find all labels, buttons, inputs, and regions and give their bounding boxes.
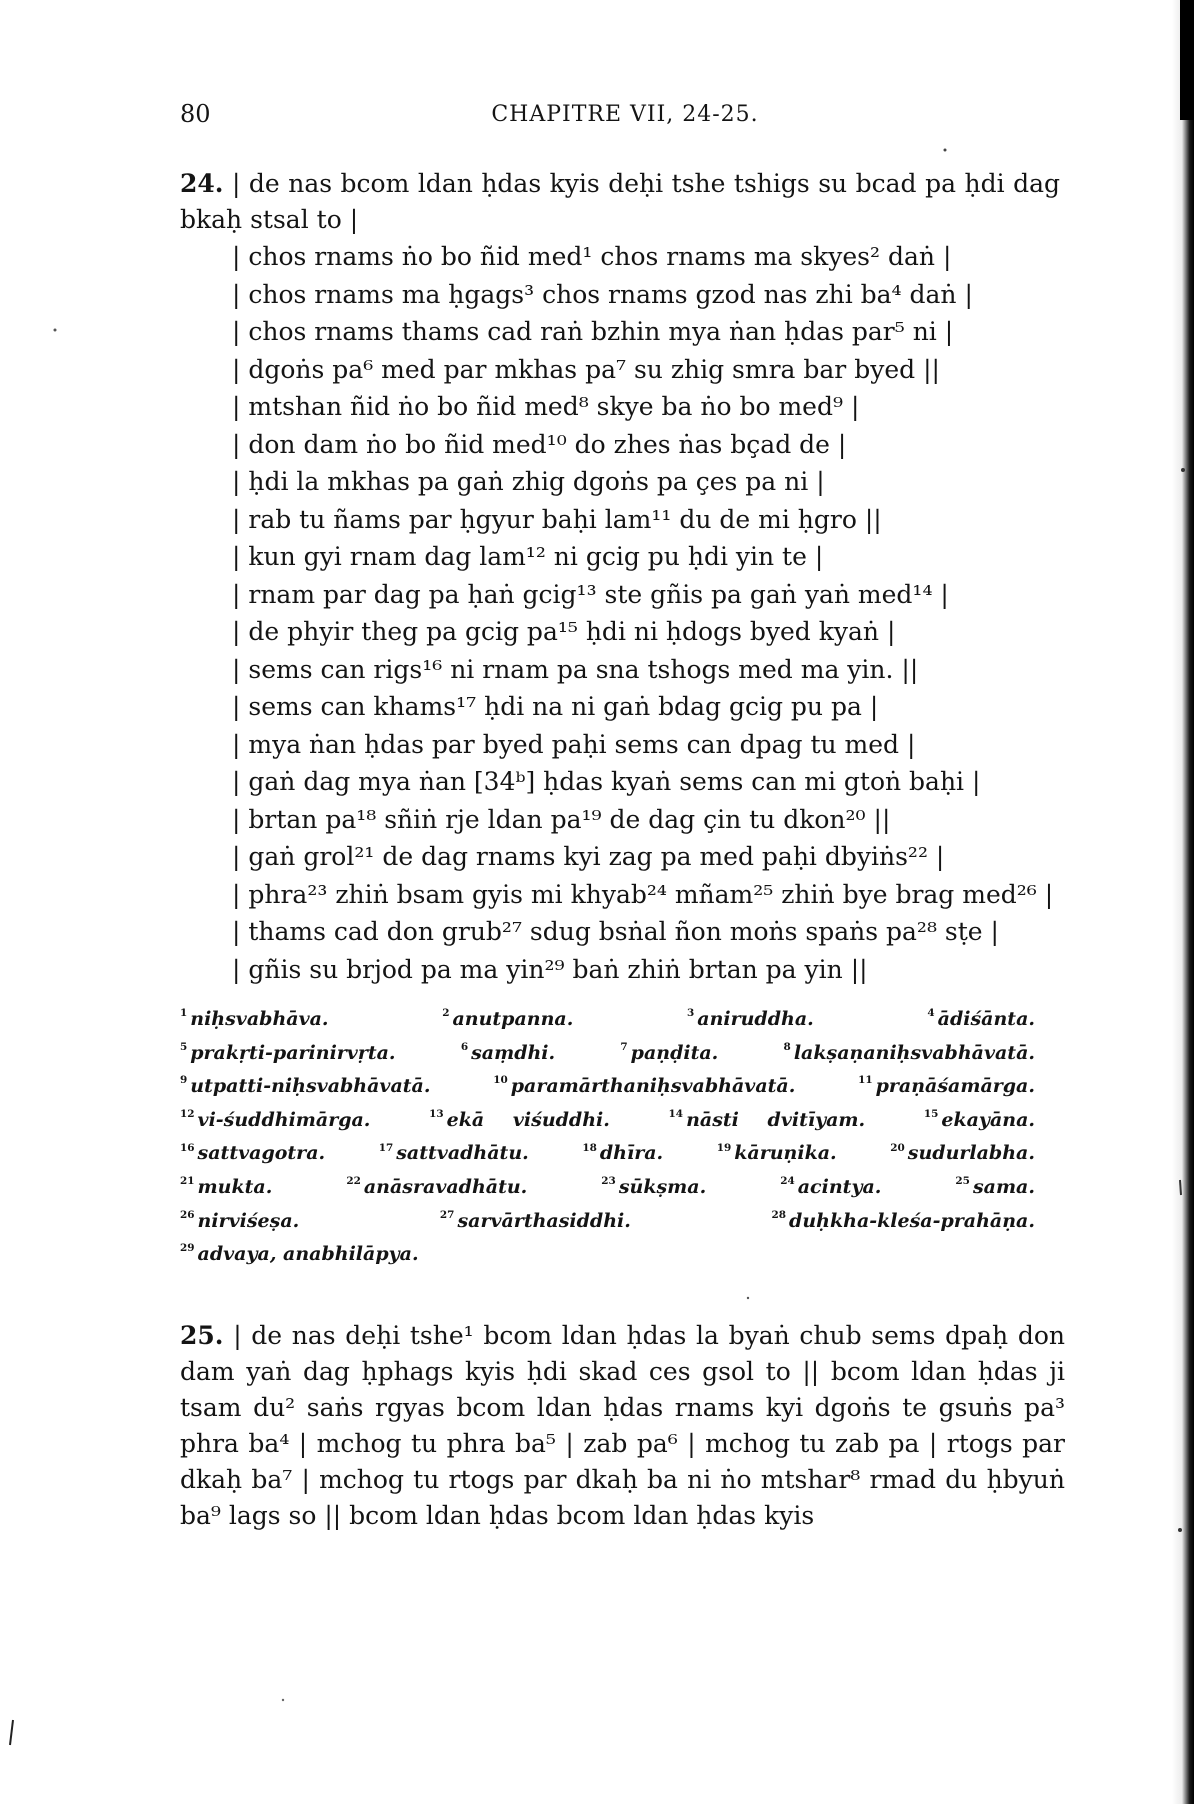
paragraph-25 (180, 1318, 1065, 1534)
footnote-text: anutpanna. (452, 1008, 574, 1030)
footnote-number: 22 (346, 1175, 361, 1188)
footnote-text: niḥsvabhāva. (190, 1008, 329, 1030)
footnote-text: sarvārthasiddhi. (457, 1209, 631, 1232)
footnote (442, 1008, 573, 1030)
footnote-number: 27 (439, 1208, 455, 1221)
footnote-number: 12 (180, 1107, 195, 1120)
footnote (180, 1176, 272, 1198)
footnote-number: 20 (890, 1141, 905, 1154)
verse-line: | chos rnams ma ḥgags³ chos rnams gzod nas zhi ba⁴ daṅ | (232, 279, 973, 309)
footnote-number: 26 (180, 1208, 195, 1221)
footnote (772, 1210, 1035, 1232)
footnote (955, 1176, 1035, 1198)
running-head: CHAPITRE VII, 24-25. (491, 102, 759, 127)
footnote (858, 1075, 1035, 1097)
footnote-text: anāsravadhātu. (363, 1175, 528, 1198)
footnote-number: 13 (429, 1107, 444, 1120)
footnote-number: 1 (180, 1007, 188, 1020)
footnote-number: 15 (923, 1107, 939, 1120)
paragraph-number: 25. (180, 1321, 224, 1350)
footnote-text: sama. (972, 1175, 1035, 1198)
footnote (180, 1075, 430, 1097)
scan-edge (1172, 0, 1194, 1804)
footnote-number: 10 (493, 1074, 508, 1087)
footnote (180, 1210, 299, 1232)
paragraph-24 (180, 166, 1060, 238)
footnote-number: 23 (601, 1175, 616, 1188)
footnote-number: 17 (378, 1141, 394, 1154)
footnote-text: advaya, anabhilāpya. (197, 1243, 419, 1266)
footnote-number: 2 (442, 1007, 450, 1020)
footnote-number: 25 (955, 1175, 970, 1188)
page-header (180, 100, 1070, 140)
footnote-text: mukta. (197, 1175, 273, 1198)
footnote-number: 14 (668, 1107, 684, 1120)
page-number: 80 (180, 100, 211, 128)
paragraph-text: | de nas bcom ldan ḥdas kyis deḥi tshe tshigs su bcad pa ḥdi dag bkaḥ stsal to | (180, 169, 1060, 234)
footnote-text: dhīra. (599, 1142, 664, 1165)
footnote (461, 1042, 555, 1064)
verse-line: | chos rnams thams cad raṅ bzhin mya ṅan ḥdas par⁵ ni | (232, 317, 954, 346)
verse-line: | sems can rigs¹⁶ ni rnam pa sna tshogs med ma yin. || (232, 654, 919, 684)
footnote-text: sudurlabha. (907, 1142, 1035, 1165)
footnote-text: saṃdhi. (471, 1041, 556, 1064)
footnote-text: ekayāna. (941, 1108, 1036, 1131)
footnote-number: 24 (780, 1175, 795, 1188)
paragraph-text: | de nas deḥi tshe¹ bcom ldan ḥdas la byaṅ chub sems dpaḥ don dam yaṅ dag ḥphags kyis ḥdi skad ces gsol to || bcom ldan ḥdas ji tsam du² saṅs rgyas bcom ldan ḥdas rnams kyi dgoṅs te gsuṅs pa³ phra ba⁴ | mchog tu phra ba⁵ | zab pa⁶ | mchog tu zab pa | rtogs par dkaḥ ba⁷ | mchog tu rtogs par dkaḥ ba ni ṅo mtshar⁸ rmad du ḥbyuṅ ba⁹ lags so || bcom ldan ḥdas bcom ldan ḥdas kyis (180, 1321, 1065, 1530)
verse-line: | mtshan ñid ṅo bo ñid med⁸ skye ba ṅo bo med⁹ | (232, 392, 860, 421)
verse-line: | de phyir theg pa gcig pa¹⁵ ḥdi ni ḥdogs byed kyaṅ | (232, 617, 896, 646)
footnote-text: utpatti-niḥsvabhāvatā. (190, 1075, 431, 1098)
verse-line: | kun gyi rnam dag lam¹² ni gcig pu ḥdi yin te | (232, 542, 824, 571)
footnote-number: 18 (582, 1141, 597, 1154)
verse-line: | gaṅ dag mya ṅan [34ᵇ] ḥdas kyaṅ sems can mi gtoṅ baḥi | (232, 767, 981, 796)
scan-edge-shadow (1180, 0, 1194, 120)
footnote-number: 3 (687, 1007, 695, 1020)
footnote (493, 1075, 795, 1097)
footnote (429, 1109, 610, 1131)
footnote-text: paramārthaniḥsvabhāvatā. (510, 1075, 796, 1098)
verse-line: | phra²³ zhiṅ bsam gyis mi khyab²⁴ mñam²⁵ zhiṅ bye brag med²⁶ | (232, 879, 1054, 909)
footnote (669, 1109, 866, 1131)
verse-line: | thams cad don grub²⁷ sdug bsṅal ñon moṅs spaṅs pa²⁸ sṭe | (232, 917, 999, 946)
footnote-text: ādiśānta. (937, 1008, 1036, 1030)
footnote-text: sattvagotra. (197, 1142, 326, 1165)
verse-line: | rnam par dag pa ḥaṅ gcig¹³ ste gñis pa gaṅ yaṅ med¹⁴ | (232, 579, 949, 609)
footnote-text: sūkṣma. (618, 1175, 707, 1198)
verse-line: | ḥdi la mkhas pa gaṅ zhig dgoṅs pa çes pa ni | (232, 467, 825, 496)
verse-line: | brtan pa¹⁸ sñiṅ rje ldan pa¹⁹ de dag çin tu dkon²⁰ || (232, 804, 891, 834)
footnote (346, 1176, 527, 1198)
footnote-number: 6 (460, 1040, 469, 1053)
footnote-text: kāruṇika. (734, 1142, 837, 1165)
verse-line: | chos rnams ṅo bo ñid med¹ chos rnams ma skyes² daṅ | (232, 242, 952, 271)
footnote-number: 19 (716, 1141, 732, 1154)
footnote (601, 1176, 706, 1198)
footnote (924, 1109, 1035, 1131)
verse-block (232, 238, 1054, 988)
footnote-text: ekā viśuddhi. (446, 1108, 610, 1131)
footnote (927, 1008, 1035, 1030)
footnote-text: praṇāśamārga. (875, 1075, 1035, 1098)
footnote (784, 1042, 1035, 1064)
footnote-number: 29 (180, 1242, 195, 1255)
footnote (379, 1142, 529, 1164)
footnote (620, 1042, 718, 1064)
footnote (180, 1142, 325, 1164)
verse-line: | sems can khams¹⁷ ḥdi na ni gaṅ bdag gcig pu pa | (232, 692, 879, 721)
verse-line: | gñis su brjod pa ma yin²⁹ baṅ zhiṅ brtan pa yin || (232, 954, 868, 984)
footnotes (180, 1003, 1065, 1272)
footnote-text: paṇḍita. (630, 1041, 719, 1064)
footnote-number: 11 (858, 1074, 873, 1087)
verse-line: | mya ṅan ḥdas par byed paḥi sems can dpag tu med | (232, 729, 916, 759)
footnote-number: 28 (771, 1208, 787, 1221)
footnote-text: lakṣaṇaniḥsvabhāvatā. (793, 1041, 1035, 1064)
verse-line: | gaṅ grol²¹ de dag rnams kyi zag pa med paḥi dbyiṅs²² | (232, 842, 945, 871)
footnote (180, 1008, 329, 1030)
footnote (440, 1210, 631, 1232)
footnote-text: acintya. (797, 1175, 882, 1198)
footnote-number: 5 (180, 1040, 188, 1053)
footnote-text: vi-śuddhimārga. (197, 1108, 371, 1131)
footnote-number: 7 (620, 1040, 628, 1053)
footnote-number: 21 (180, 1175, 195, 1188)
verse-line: | dgoṅs pa⁶ med par mkhas pa⁷ su zhig smra bar byed || (232, 354, 940, 384)
footnote (890, 1142, 1035, 1164)
footnote-number: 16 (180, 1141, 195, 1154)
footnote-number: 4 (927, 1007, 935, 1020)
footnote-text: prakṛti-parinirvṛta. (190, 1041, 396, 1064)
footnote-text: nāsti dvitīyam. (686, 1108, 866, 1131)
verse-line: | don dam ṅo bo ñid med¹⁰ do zhes ṅas bçad de | (232, 429, 847, 459)
footnote-text: aniruddha. (697, 1008, 814, 1030)
footnote (180, 1243, 419, 1265)
footnote-text: sattvadhātu. (396, 1142, 529, 1165)
footnote (180, 1109, 370, 1131)
footnote-text: nirviśeṣa. (197, 1209, 300, 1232)
verse-line: | rab tu ñams par ḥgyur baḥi lam¹¹ du de mi ḥgro || (232, 504, 882, 534)
footnote-text: duḥkha-kleśa-prahāṇa. (789, 1209, 1035, 1232)
footnote (582, 1142, 663, 1164)
footnote (717, 1142, 837, 1164)
footnote (180, 1042, 396, 1064)
footnote (780, 1176, 881, 1198)
footnote-number: 9 (180, 1074, 188, 1087)
footnote (687, 1008, 814, 1030)
paragraph-number: 24. (180, 169, 224, 198)
footnote-number: 8 (783, 1040, 791, 1053)
